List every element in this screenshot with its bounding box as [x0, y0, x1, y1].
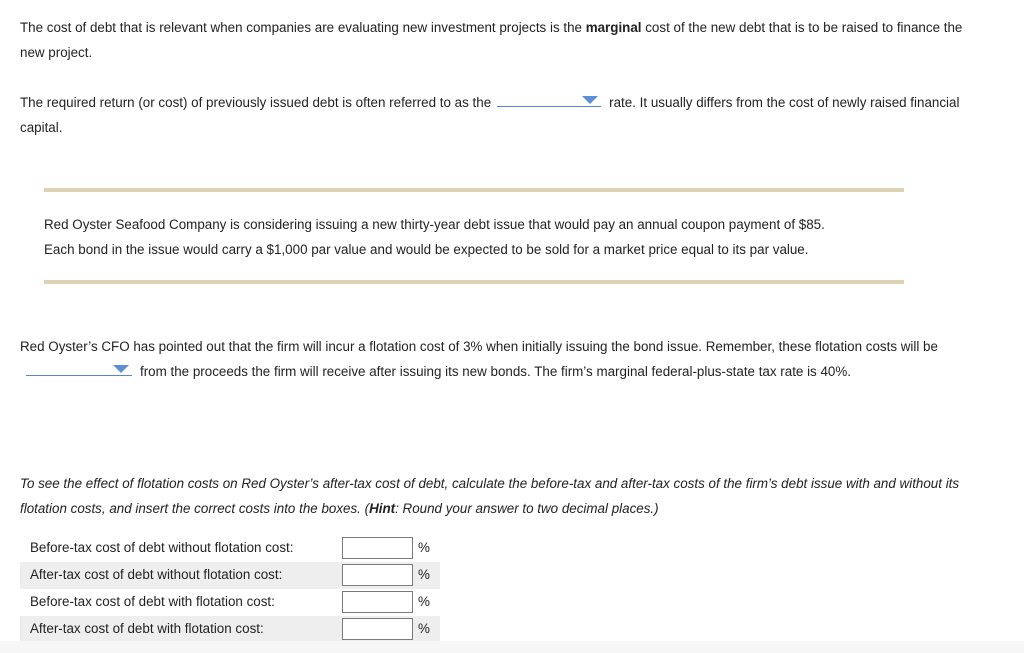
intro-paragraph — [20, 15, 980, 65]
problem-line-2: Each bond in the issue would carry a $1,000 par value and would be expected to be sold for a market price equal to its par value. — [44, 242, 809, 257]
question-1-paragraph — [20, 90, 980, 140]
answer-table — [20, 535, 440, 643]
intro-text-1: The cost of debt that is relevant when companies are evaluating new investment projects is the — [20, 20, 586, 35]
percent-unit: % — [418, 594, 430, 609]
answer-row-before-tax-without-flotation — [20, 535, 440, 562]
problem-top-divider — [44, 188, 904, 192]
answer-label: Before-tax cost of debt without flotation cost: — [30, 540, 294, 555]
answer-label: After-tax cost of debt without flotation cost: — [30, 567, 283, 582]
after-tax-with-flotation-input[interactable] — [342, 618, 413, 640]
problem-line-1: Red Oyster Seafood Company is considering issuing a new thirty-year debt issue that would pay an annual coupon payment of $85. — [44, 217, 825, 232]
answer-row-after-tax-with-flotation — [20, 616, 440, 643]
instructions-paragraph — [20, 471, 980, 521]
before-tax-with-flotation-input[interactable] — [342, 591, 413, 613]
rate-type-dropdown[interactable] — [497, 93, 601, 107]
problem-statement — [44, 212, 944, 262]
chevron-down-icon — [113, 365, 129, 373]
intro-bold-term: marginal — [585, 20, 642, 35]
percent-unit: % — [418, 567, 430, 582]
before-tax-without-flotation-input[interactable] — [342, 537, 413, 559]
instructions-text-1: To see the effect of flotation costs on Red Oyster’s after-tax cost of debt, calculate the before-tax and after-tax costs of the firm’s debt issue with and without its flotation costs, and insert the correct costs into the boxes. ( — [20, 476, 960, 516]
question-1-text-after: rate. It usually differs from the cost of newly raised financial capital. — [20, 95, 960, 135]
question-2-text-after: from the proceeds the firm will receive after issuing its new bonds. The firm’s marginal federal-plus-state tax rate is 40%. — [140, 364, 851, 379]
answer-label: After-tax cost of debt with flotation cost: — [30, 621, 264, 636]
instructions-text-2: : Round your answer to two decimal places.) — [395, 501, 659, 516]
after-tax-without-flotation-input[interactable] — [342, 564, 413, 586]
flotation-effect-dropdown[interactable] — [26, 362, 132, 376]
intro-text-2: cost of the new debt that is to be raised to finance the new project. — [20, 20, 963, 60]
problem-bottom-divider — [44, 280, 904, 284]
answer-label: Before-tax cost of debt with flotation cost: — [30, 594, 275, 609]
percent-unit: % — [418, 621, 430, 636]
question-1-text-before: The required return (or cost) of previously issued debt is often referred to as the — [20, 95, 492, 110]
bottom-strip — [0, 641, 1024, 653]
answer-row-after-tax-without-flotation — [20, 562, 440, 589]
question-2-paragraph — [20, 334, 980, 384]
question-2-text-before: Red Oyster’s CFO has pointed out that the firm will incur a flotation cost of 3% when initially issuing the bond issue. Remember, these flotation costs will be — [20, 339, 938, 354]
answer-row-before-tax-with-flotation — [20, 589, 440, 616]
chevron-down-icon — [582, 96, 598, 104]
hint-label: Hint — [369, 501, 396, 516]
percent-unit: % — [418, 540, 430, 555]
